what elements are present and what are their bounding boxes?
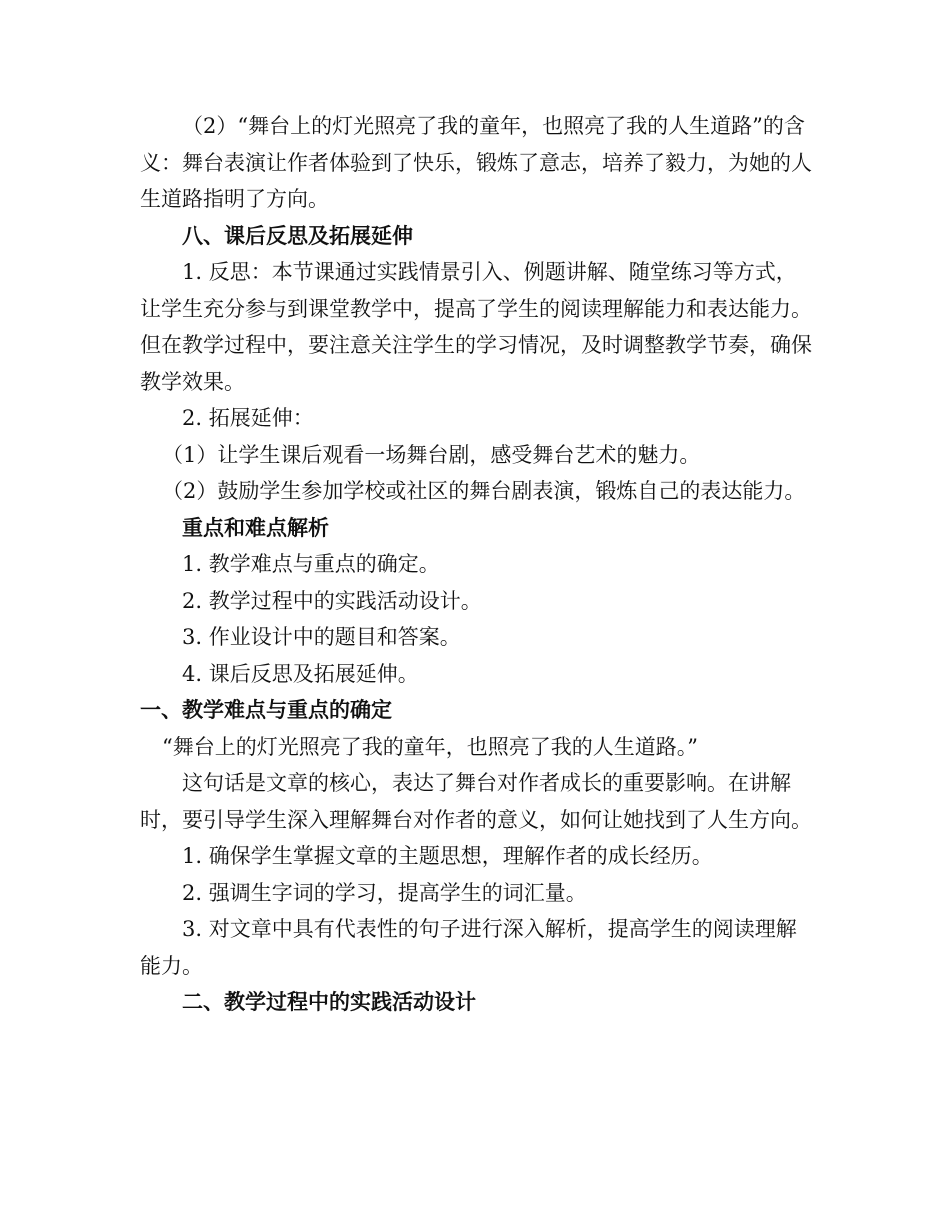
paragraph-extension-item-1: （1）让学生课后观看一场舞台剧，感受舞台艺术的魅力。 [162,442,701,467]
list-item-goal-2: 2. 强调生字词的学习，提高学生的词汇量。 [182,880,587,905]
list-item-key-point-3: 3. 作业设计中的题目和答案。 [182,625,461,649]
document-page [140,108,812,1021]
list-item-goal-1: 1. 确保学生掌握文章的主题思想，理解作者的成长经历。 [182,844,713,868]
paragraph-core-explanation: 这句话是文章的核心，表达了舞台对作者成长的重要影响。在讲解时，要引导学生深入理解舞台对作者的意义，如何让她找到了人生方向。 [140,771,812,832]
section-heading-key-points: 重点和难点解析 [182,514,329,540]
list-item-goal-3: 3. 对文章中具有代表性的句子进行深入解析，提高学生的阅读理解能力。 [140,917,797,978]
section-heading-difficulty: 一、教学难点与重点的确定 [140,697,392,722]
list-item-key-point-2: 2. 教学过程中的实践活动设计。 [182,588,482,613]
section-heading-reflection: 八、课后反思及拓展延伸 [182,222,413,248]
list-item-key-point-1: 1. 教学难点与重点的确定。 [182,552,440,576]
paragraph-meaning-explanation: （2）“舞台上的灯光照亮了我的童年，也照亮了我的人生道路”的含义：舞台表演让作者体验到了快乐，锻炼了意志，培养了毅力，为她的人生道路指明了方向。 [140,114,812,211]
paragraph-reflection: 1. 反思：本节课通过实践情景引入、例题讲解、随堂练习等方式，让学生充分参与到课堂教学中，提高了学生的阅读理解能力和表达能力。但在教学过程中，要注意关注学生的学习情况，及时调整教学节奏，确保教学效果。 [140,260,812,394]
paragraph-extension-title: 2. 拓展延伸： [182,406,314,430]
paragraph-quote: “舞台上的灯光照亮了我的童年，也照亮了我的人生道路。” [162,734,698,759]
list-item-key-point-4: 4. 课后反思及拓展延伸。 [182,661,419,686]
section-heading-practice-design: 二、教学过程中的实践活动设计 [182,989,476,1014]
paragraph-extension-item-2: （2）鼓励学生参加学校或社区的舞台剧表演，锻炼自己的表达能力。 [162,479,806,503]
